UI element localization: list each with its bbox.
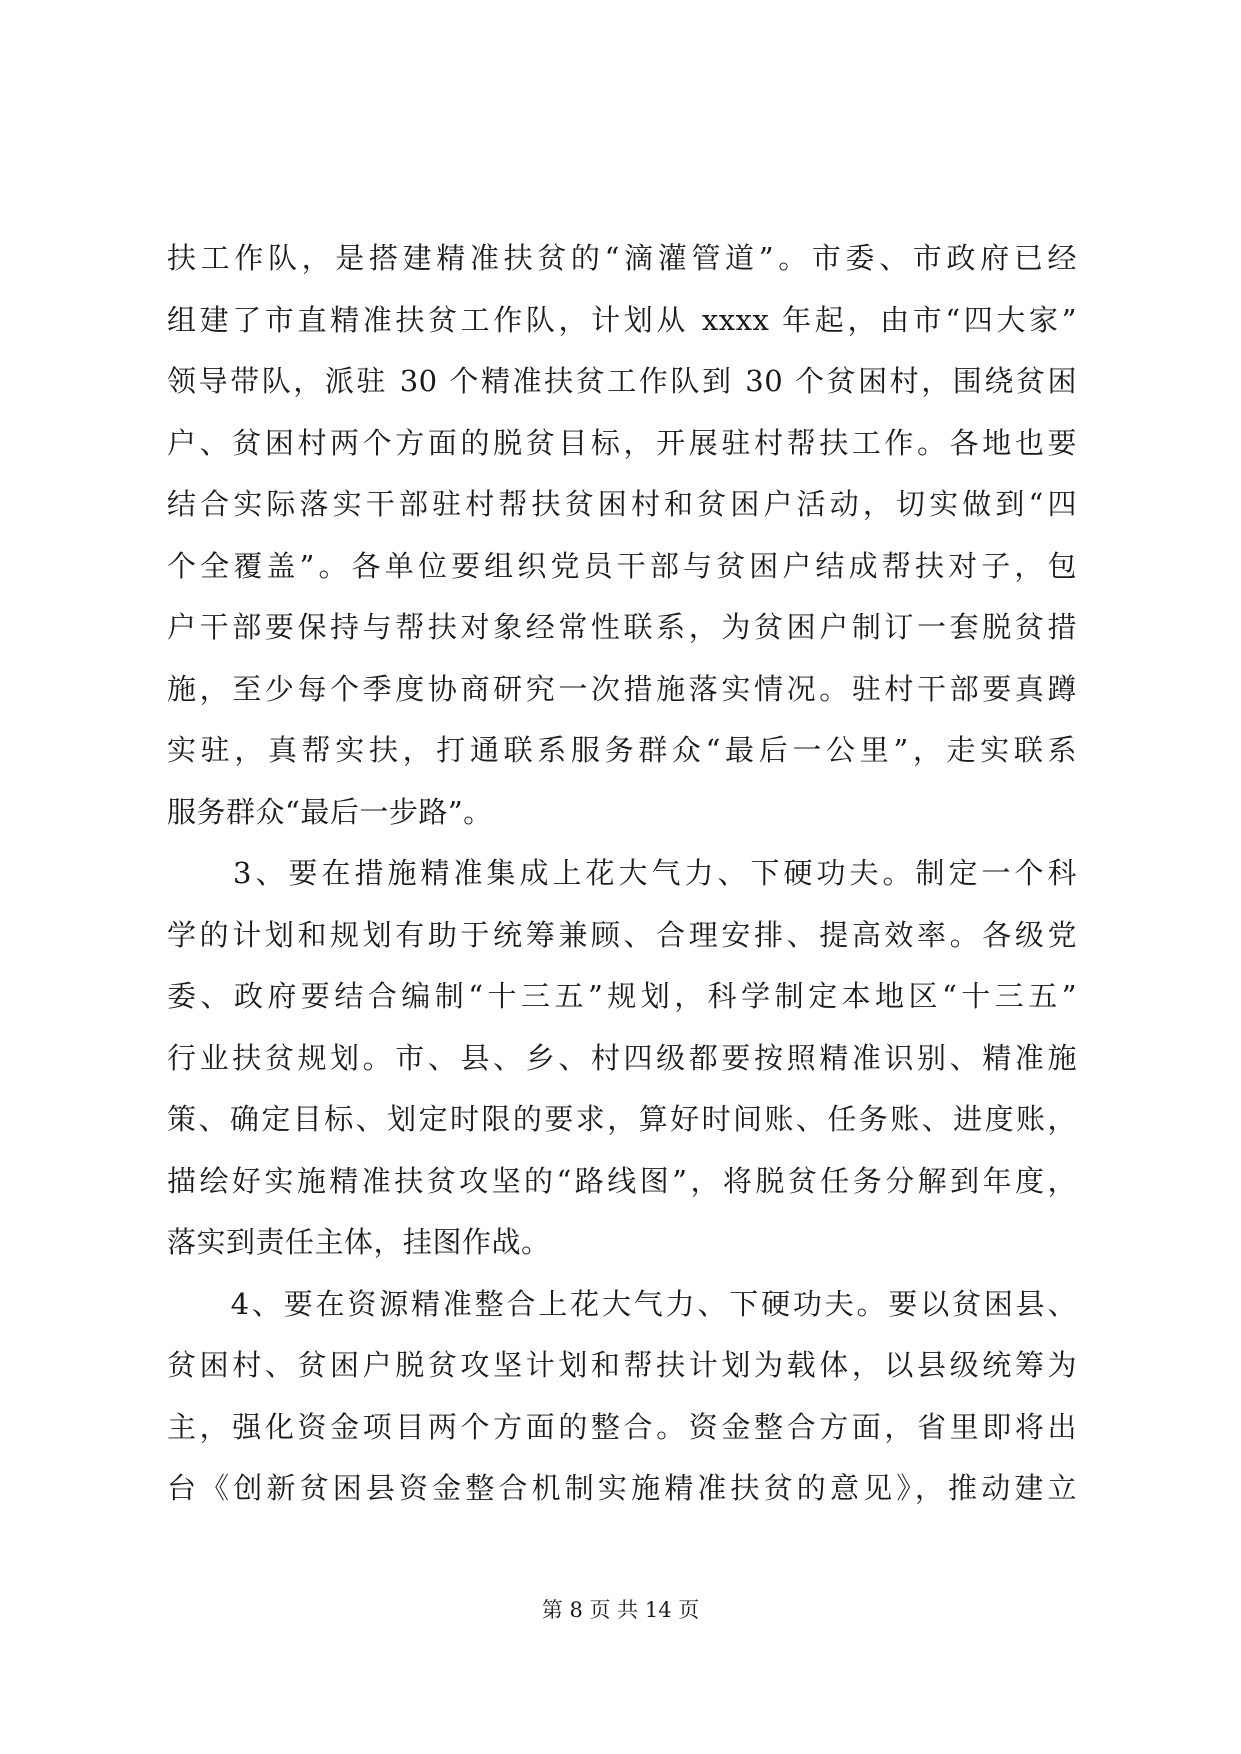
page-footer: 第 8 页 共 14 页 [541,1598,700,1622]
text-line: 服务群众“最后一步路”。 [167,794,493,829]
text-line: 户干部要保持与帮扶对象经常性联系，为贫困户制订一套脱贫措 [167,610,1077,644]
text-line: 学的计划和规划有助于统筹兼顾、合理安排、提高效率。各级党 [167,917,1077,952]
text-line: 3、要在措施精准集成上花大气力、下硬功夫。制定一个科 [167,856,1077,890]
text-line: 描绘好实施精准扶贫攻坚的“路线图”，将脱贫任务分解到年度， [167,1163,1077,1198]
text-line: 户、贫困村两个方面的脱贫目标，开展驻村帮扶工作。各地也要 [167,425,1077,460]
text-line: 策、确定目标、划定时限的要求，算好时间账、任务账、进度账， [167,1102,1077,1136]
text-line: 个全覆盖”。各单位要组织党员干部与贫困户结成帮扶对子，包 [167,548,1077,583]
text-line: 实驻，真帮实扶，打通联系服务群众“最后一公里”，走实联系 [167,733,1077,767]
text-line: 领导带队，派驻 30 个精准扶贫工作队到 30 个贫困村，围绕贫困 [167,364,1077,398]
document-body [167,228,1077,1520]
text-line: 4、要在资源精准整合上花大气力、下硬功夫。要以贫困县、 [167,1286,1077,1321]
text-line: 施，至少每个季度协商研究一次措施落实情况。驻村干部要真蹲 [167,671,1077,706]
text-line: 贫困村、贫困户脱贫攻坚计划和帮扶计划为载体，以县级统筹为 [167,1348,1077,1382]
text-line: 结合实际落实干部驻村帮扶贫困村和贫困户活动，切实做到“四 [167,487,1077,521]
text-line: 主，强化资金项目两个方面的整合。资金整合方面，省里即将出 [167,1409,1077,1444]
text-line: 落实到责任主体，挂图作战。 [167,1225,551,1259]
text-line: 委、政府要结合编制“十三五”规划，科学制定本地区“十三五” [167,979,1077,1013]
text-line: 扶工作队，是搭建精准扶贫的“滴灌管道”。市委、市政府已经 [167,241,1077,275]
text-line: 组建了市直精准扶贫工作队，计划从 xxxx 年起，由市“四大家” [167,302,1077,337]
text-line: 行业扶贫规划。市、县、乡、村四级都要按照精准识别、精准施 [167,1040,1077,1075]
text-line: 台《创新贫困县资金整合机制实施精准扶贫的意见》，推动建立 [167,1471,1077,1505]
